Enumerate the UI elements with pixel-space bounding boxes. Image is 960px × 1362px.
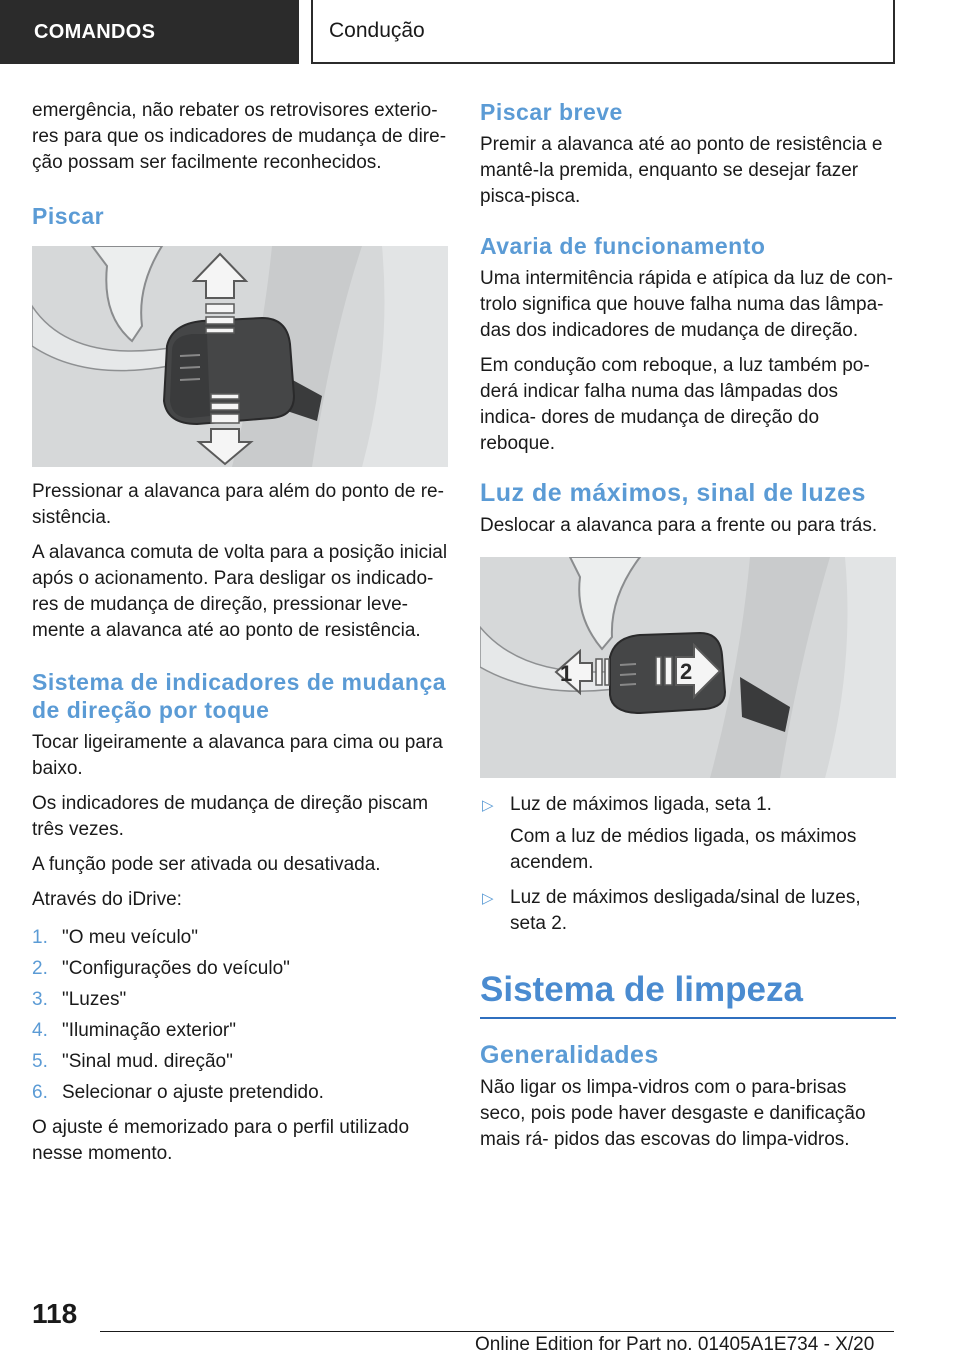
step-text: Selecionar o ajuste pretendido. [62, 1082, 324, 1103]
step-number: 2. [32, 958, 48, 979]
heading-piscar-breve: Piscar breve [480, 99, 623, 125]
paragraph-function-toggle: A função pode ser ativada ou desativada. [32, 854, 381, 875]
footer-divider [100, 1331, 894, 1332]
turn-signal-lever-illustration [32, 246, 448, 467]
arrow-label-1: 1 [560, 661, 573, 686]
step-text: "Sinal mud. direção" [62, 1051, 233, 1072]
paragraph-avaria-1: Uma intermitência rápida e atípica da luz de con- trolo significa que houve falha numa das lâmpa- das dos indicadores de mudança de direção. [480, 268, 893, 341]
step-text: "O meu veículo" [62, 927, 198, 948]
section-title: Condução [329, 19, 425, 42]
chapter-title: COMANDOS [34, 20, 156, 43]
heading-sistema-limpeza: Sistema de limpeza [480, 969, 896, 1019]
step-number: 4. [32, 1020, 48, 1041]
footer-edition: Online Edition for Part no. 01405A1E734 - X/20 [475, 1334, 875, 1355]
list-item [480, 792, 896, 876]
paragraph-press-lever: Pressionar a alavanca para além do ponto de re- sistência. [32, 481, 444, 528]
figure-high-beam-lever [480, 557, 896, 778]
paragraph-avaria-2: Em condução com reboque, a luz também po- derá indicar falha numa das lâmpadas dos indica- dores de mudança de direção do reboque. [480, 355, 870, 454]
list-item [32, 925, 448, 951]
paragraph-setting-stored: O ajuste é memorizado para o perfil utilizado nesse momento. [32, 1117, 410, 1164]
list-item [32, 1049, 448, 1075]
step-text: "Iluminação exterior" [62, 1020, 237, 1041]
bullet-text: Luz de máximos ligada, seta 1. [510, 794, 772, 815]
bullet-text: Luz de máximos desligada/sinal de luzes, seta 2. [510, 887, 861, 934]
chapter-tab [0, 0, 299, 64]
paragraph-touch-lever: Tocar ligeiramente a alavanca para cima ou para baixo. [32, 732, 443, 779]
step-number: 5. [32, 1051, 48, 1072]
list-item [32, 987, 448, 1013]
list-item [32, 956, 448, 982]
paragraph-via-idrive: Através do iDrive: [32, 889, 182, 910]
figure-turn-signal-lever [32, 246, 448, 467]
list-item [32, 1080, 448, 1106]
paragraph-generalidades: Não ligar os limpa-vidros com o para-brisas seco, pois pode haver desgaste e danificação mais rá- pidos das escovas do limpa-vidros. [480, 1077, 866, 1150]
list-item [480, 885, 896, 937]
heading-avaria: Avaria de funcionamento [480, 233, 766, 259]
heading-luz-maximos: Luz de máximos, sinal de luzes [480, 479, 866, 507]
step-number: 1. [32, 927, 48, 948]
paragraph-blink-three: Os indicadores de mudança de direção piscam três vezes. [32, 793, 429, 840]
heading-sistema-toque: Sistema de indicadores de mudança de direção por toque [32, 669, 447, 723]
section-header [311, 0, 895, 64]
step-number: 3. [32, 989, 48, 1010]
left-column [32, 98, 448, 1176]
intro-paragraph: emergência, não rebater os retrovisores exterio- res para que os indicadores de mudança de dire- ção possam ser facilmente reconhecidos. [32, 100, 447, 173]
paragraph-piscar-breve: Premir a alavanca até ao ponto de resistência e mantê-la premida, enquanto se desejar fazer pisca-pisca. [480, 134, 883, 207]
list-item [32, 1018, 448, 1044]
step-number: 6. [32, 1082, 48, 1103]
bullet-subtext: Com a luz de médios ligada, os máximos acendem. [510, 826, 857, 873]
triangle-bullet-icon: ▷ [482, 890, 494, 907]
high-beam-list [480, 792, 896, 937]
idrive-steps-list [32, 925, 448, 1106]
page-number: 118 [32, 1298, 78, 1329]
paragraph-luz-maximos: Deslocar a alavanca para a frente ou para trás. [480, 515, 878, 536]
heading-piscar: Piscar [32, 203, 105, 229]
step-text: "Luzes" [62, 989, 127, 1010]
right-column [480, 98, 896, 1162]
triangle-bullet-icon: ▷ [482, 797, 494, 814]
step-text: "Configurações do veículo" [62, 958, 290, 979]
paragraph-lever-returns: A alavanca comuta de volta para a posição inicial após o acionamento. Para desligar os indicado- res de mudança de direção, pressionar leve- mente a alavanca até ao ponto de resistência. [32, 542, 448, 641]
high-beam-lever-illustration [480, 557, 896, 778]
heading-generalidades: Generalidades [480, 1041, 659, 1069]
arrow-label-2: 2 [680, 659, 693, 684]
